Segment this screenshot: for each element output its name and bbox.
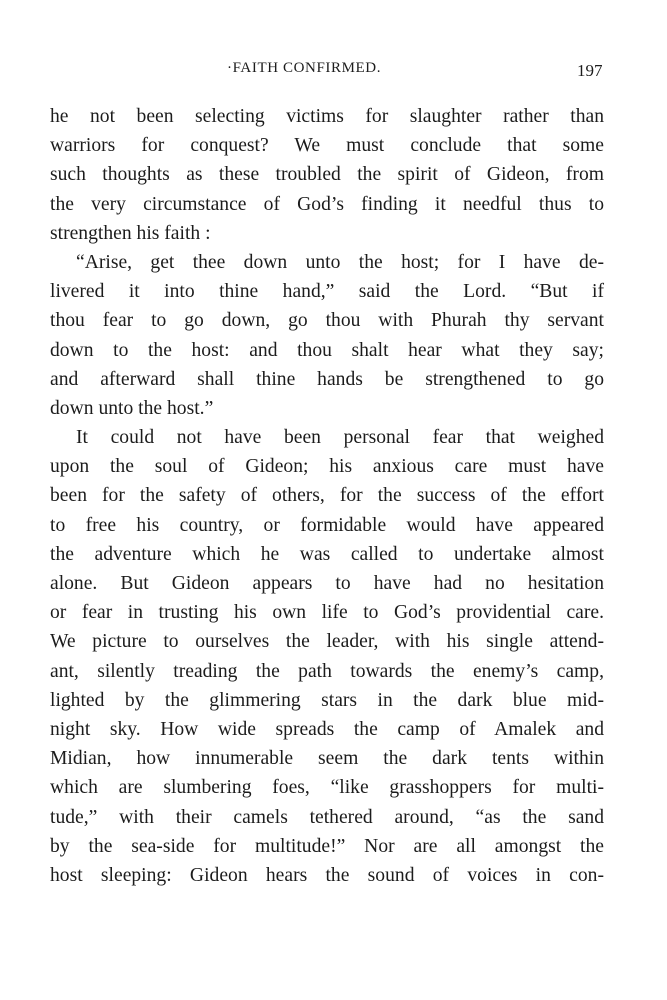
text-line: “Arise, get thee down unto the host; for I have de- [76, 251, 604, 273]
body-text [50, 102, 604, 890]
text-line: the adventure which he was called to undertake almost [50, 543, 604, 565]
text-line: been for the safety of others, for the success of the effort [50, 485, 604, 507]
text-line: by the sea-side for multitude!” Nor are all amongst the [50, 835, 604, 857]
text-line: alone. But Gideon appears to have had no hesitation [50, 573, 604, 594]
text-line: host sleeping: Gideon hears the sound of voices in con- [50, 864, 604, 886]
text-line: down unto the host.” [50, 397, 214, 419]
text-line: tude,” with their camels tethered around, “as the sand [50, 806, 604, 828]
text-line: he not been selecting victims for slaughter rather than [50, 106, 604, 127]
running-title: ·FAITH CONFIRMED. [227, 60, 382, 76]
text-line: upon the soul of Gideon; his anxious care must have [50, 456, 604, 478]
text-line: ant, silently treading the path towards the enemy’s camp, [50, 660, 604, 682]
text-line: or fear in trusting his own life to God’s providential care. [50, 602, 604, 624]
text-line: strengthen his faith : [50, 222, 211, 244]
text-line: night sky. How wide spreads the camp of Amalek and [50, 718, 604, 740]
text-line: thou fear to go down, go thou with Phurah thy servant [50, 310, 604, 332]
text-line: livered it into thine hand,” said the Lord. “But if [50, 281, 604, 303]
text-line: down to the host: and thou shalt hear what they say; [50, 339, 604, 361]
text-line: the very circumstance of God’s finding it needful thus to [50, 193, 604, 215]
text-line: to free his country, or formidable would have appeared [50, 514, 604, 536]
text-line: It could not have been personal fear that weighed [76, 427, 604, 449]
running-head [0, 60, 667, 84]
text-line: and afterward shall thine hands be strengthened to go [50, 368, 604, 390]
text-line: such thoughts as these troubled the spirit of Gideon, from [50, 164, 604, 186]
text-line: Midian, how innumerable seem the dark tents within [50, 748, 604, 770]
page-number: 197 [577, 61, 603, 80]
text-line: lighted by the glimmering stars in the dark blue mid- [50, 689, 604, 711]
text-line: warriors for conquest? We must conclude that some [50, 135, 604, 157]
text-line: We picture to ourselves the leader, with his single attend- [50, 631, 604, 653]
text-line: which are slumbering foes, “like grasshoppers for multi- [50, 777, 604, 799]
